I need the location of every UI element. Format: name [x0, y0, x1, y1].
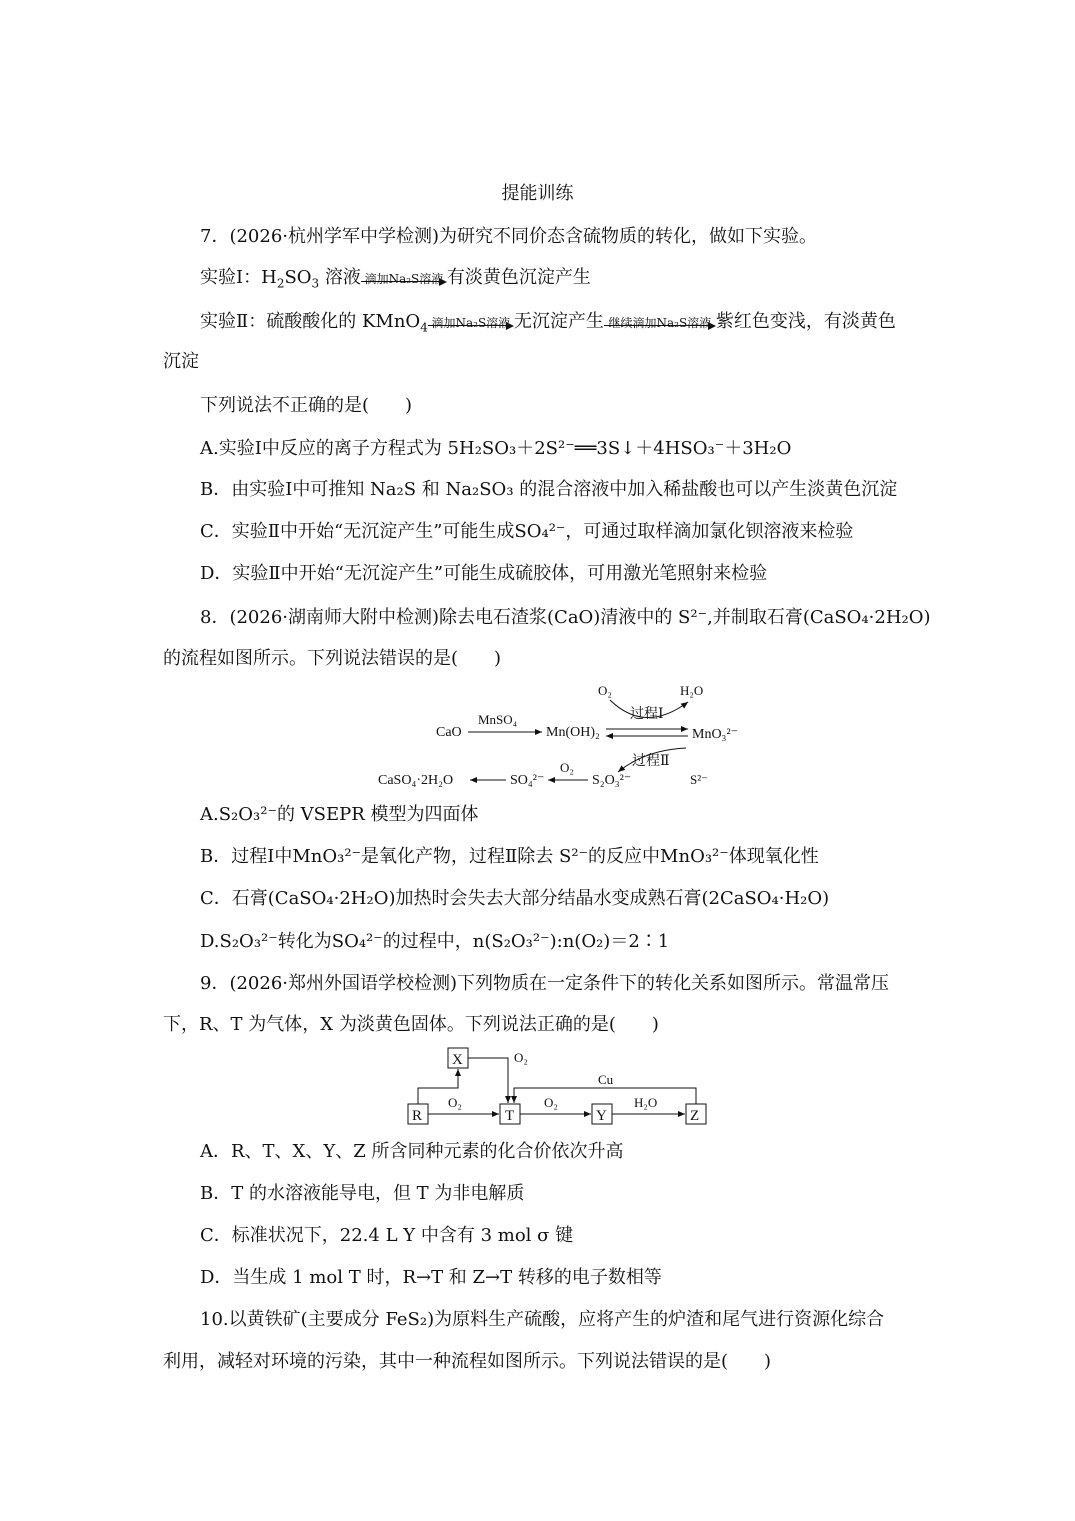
q7-option-d: D．实验Ⅱ中开始“无沉淀产生”可能生成硫胶体，可用激光笔照射来检验: [200, 563, 768, 584]
q8-so4: SO₄²⁻: [510, 773, 545, 788]
q9-o2-ty: O₂: [544, 1095, 558, 1110]
q7-exp2-result: 紫红色变浅，有淡黄色: [715, 311, 896, 332]
q10-stem-line2: 利用，减轻对环境的污染，其中一种流程如图所示。下列说法错误的是( ): [163, 1351, 772, 1372]
q8-h2o-top: H₂O: [680, 683, 704, 698]
q9-label-t: T: [505, 1108, 515, 1124]
q7-stem: 7．(2026·杭州学军中学检测)为研究不同价态含硫物质的转化，做如下实验。: [200, 226, 818, 247]
q10-stem-line1: 10.以黄铁矿(主要成分 FeS₂)为原料生产硫酸，应将产生的炉渣和尾气进行资源化综合: [200, 1309, 885, 1330]
q8-option-c: C．石膏(CaSO₄·2H₂O)加热时会失去大部分结晶水变成熟石膏(2CaSO₄·H₂O): [200, 888, 830, 909]
q7-exp1-arrow: [361, 273, 447, 285]
q9-label-r: R: [412, 1108, 423, 1124]
q9-label-y: Y: [596, 1108, 607, 1124]
q9-h2o: H₂O: [634, 1095, 658, 1110]
q8-cao: CaO: [436, 725, 462, 740]
q9-stem-line1: 9．(2026·郑州外国语学校检测)下列物质在一定条件下的转化关系如图所示。常温常压: [200, 973, 890, 994]
q7-option-a: A.实验Ⅰ中反应的离子方程式为 5H₂SO₃＋2S²⁻══3S↓＋4HSO₃⁻＋3H₂O: [200, 438, 792, 459]
q9-option-d: D．当生成 1 mol T 时，R→T 和 Z→T 转移的电子数相等: [200, 1267, 662, 1288]
q8-option-d: D.S₂O₃²⁻转化为SO₄²⁻的过程中，n(S₂O₃²⁻):n(O₂)＝2∶1: [200, 931, 670, 952]
q9-option-a: A．R、T、X、Y、Z 所含同种元素的化合价依次升高: [200, 1141, 624, 1162]
q7-exp1-solution: 溶液: [319, 267, 361, 288]
q9-arrow-z-t: [514, 1088, 696, 1104]
q7-exp1-result: 有淡黄色沉淀产生: [446, 267, 591, 288]
q9-option-b: B．T 的水溶液能导电，但 T 为非电解质: [200, 1183, 525, 1204]
q8-o2-bottom: O₂: [560, 760, 574, 775]
q7-exp2-prefix: 实验Ⅱ：硫酸酸化的 KMnO: [200, 311, 421, 332]
q7-exp1: 实验Ⅰ：$H_2SO_3$ 溶液 滴加Na₂S溶液 有淡黄色沉淀产生: [200, 267, 591, 291]
q8-option-b: B．过程Ⅰ中MnO₃²⁻是氧化产物，过程Ⅱ除去 S²⁻的反应中MnO₃²⁻体现氧化性: [200, 846, 819, 867]
q8-s2minus: S²⁻: [690, 772, 708, 787]
q8-mno3: MnO₃²⁻: [692, 727, 739, 742]
q9-o2-rt: O₂: [448, 1095, 462, 1110]
q7-exp1-prefix: 实验Ⅰ：H: [200, 267, 277, 288]
q8-stem-line2: 的流程如图所示。下列说法错误的是( ): [163, 648, 502, 669]
q7-exp2-arrow1: [428, 317, 514, 329]
q8-option-a: A.S₂O₃²⁻的 VSEPR 模型为四面体: [200, 804, 479, 825]
q9-stem-line2: 下，R、T 为气体，X 为淡黄色固体。下列说法正确的是( ): [163, 1014, 659, 1035]
q9-conversion-diagram: [400, 1042, 720, 1132]
q7-exp2: 实验Ⅱ：硫酸酸化的 KMnO$_4$ 滴加Na₂S溶液 无沉淀产生 继续滴加Na₂S溶液 紫红色变浅，有淡黄色: [200, 311, 896, 335]
q9-option-c: C．标准状况下，22.4 L Y 中含有 3 mol σ 键: [200, 1225, 574, 1246]
q7-option-c: C．实验Ⅱ中开始“无沉淀产生”可能生成SO₄²⁻，可通过取样滴加氯化钡溶液来检验: [200, 521, 854, 542]
q7-question: 下列说法不正确的是( ): [200, 395, 413, 416]
q9-cu: Cu: [598, 1072, 614, 1087]
q8-process2: 过程Ⅱ: [632, 754, 670, 769]
q7-exp2-mid: 无沉淀产生: [513, 311, 604, 332]
q7-exp1-arrow-label: 滴加Na₂S溶液: [364, 272, 444, 286]
q9-label-z: Z: [690, 1108, 700, 1124]
q8-mnoh2: Mn(OH)₂: [546, 725, 600, 740]
q8-o2-top: O₂: [598, 683, 612, 698]
section-title: 提能训练: [501, 183, 574, 204]
q7-exp2-cont: 沉淀: [163, 351, 199, 372]
q9-arrow-x-t: [468, 1058, 508, 1103]
q7-exp2-arrow2-label: 继续滴加Na₂S溶液: [608, 316, 712, 330]
q8-flow-diagram: [370, 676, 750, 794]
q8-caso4: CaSO₄·2H₂O: [378, 773, 454, 788]
q8-stem-line1: 8．(2026·湖南师大附中检测)除去电石渣浆(CaO)清液中的 S²⁻,并制取石膏(CaSO₄·2H₂O): [200, 607, 931, 628]
q7-exp2-arrow1-label: 滴加Na₂S溶液: [431, 316, 511, 330]
q9-o2-xt: O₂: [514, 1050, 528, 1065]
q9-label-x: X: [452, 1052, 463, 1068]
q8-mnso4: MnSO₄: [478, 712, 518, 727]
q7-exp1-mid: SO: [284, 267, 312, 288]
q7-option-b: B．由实验Ⅰ中可推知 Na₂S 和 Na₂SO₃ 的混合溶液中加入稀盐酸也可以产生淡黄色沉淀: [200, 479, 898, 500]
q7-exp2-arrow2: [604, 317, 716, 329]
q8-process1: 过程Ⅰ: [630, 707, 664, 722]
q8-s2o3: S₂O₃²⁻: [592, 773, 632, 788]
